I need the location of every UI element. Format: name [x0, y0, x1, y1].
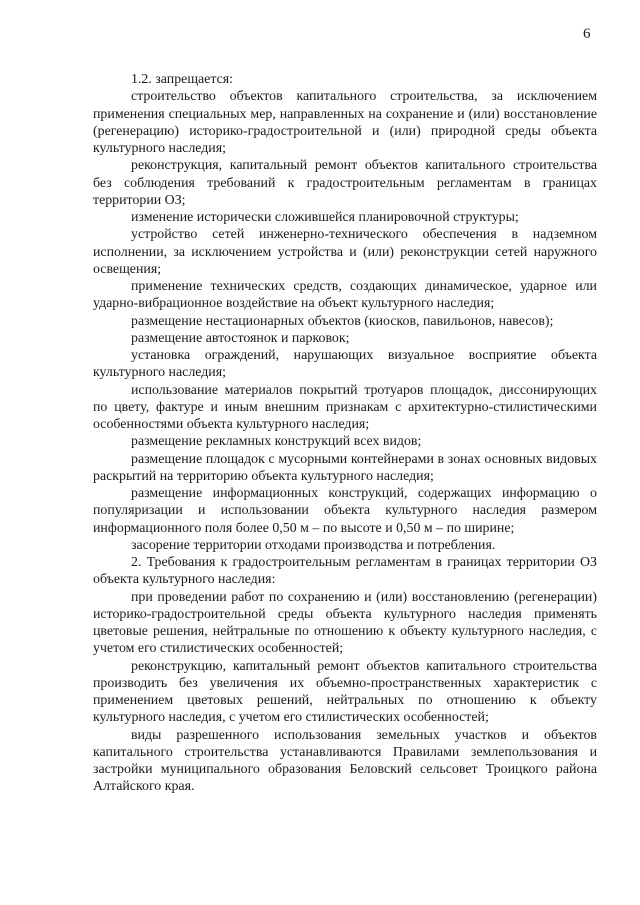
page-number: 6	[583, 26, 591, 42]
paragraph: установка ограждений, нарушающих визуальное восприятие объекта культурного наследия;	[93, 348, 597, 381]
paragraph: строительство объектов капитального строительства, за исключением применения специальных мер, направленных на сохранение и (или) восстановление (регенерацию) историко-градостроительной и (или) природной среды объекта культурного наследия;	[93, 89, 597, 156]
paragraph: размещение рекламных конструкций всех видов;	[131, 434, 422, 450]
paragraph: изменение исторически сложившейся планировочной структуры;	[131, 210, 519, 225]
paragraph: применение технических средств, создающих динамическое, ударное или ударно-вибрационное воздействие на объект культурного наследия;	[93, 279, 597, 312]
paragraph: размещение автостоянок и парковок;	[131, 330, 350, 346]
paragraph: устройство сетей инженерно-технического обеспечения в надземном исполнении, за исключением устройства и (или) реконструкции сетей наружного освещения;	[93, 227, 597, 277]
paragraph: реконструкцию, капитальный ремонт объектов капитального строительства производить без увеличения их объемно-пространственных характеристик с применением цветовых решений, нейтральных по отношению к объекту культурного наследия, с учетом его стилистических особенностей;	[93, 658, 597, 726]
section-heading: 2. Требования к градостроительным регламентам в границах территории ОЗ объекта культурного наследия:	[93, 555, 597, 588]
paragraph: размещение информационных конструкций, содержащих информацию о популяризации и использовании объекта культурного наследия размером информационного поля более 0,50 м – по высоте и 0,50 м – по ширине;	[93, 486, 597, 536]
paragraph: засорение территории отходами производства и потребления.	[131, 537, 496, 553]
paragraph: размещение площадок с мусорными контейнерами в зонах основных видовых раскрытий на территорию объекта культурного наследия;	[93, 451, 597, 484]
paragraph: реконструкция, капитальный ремонт объектов капитального строительства без соблюдения требований к градостроительным регламентам в границах территории ОЗ;	[93, 158, 597, 208]
paragraph: использование материалов покрытий тротуаров площадок, диссонирующих по цвету, фактуре и иным внешним признакам с архитектурно-стилистическими особенностями объекта культурного наследия;	[93, 382, 597, 432]
document-body	[93, 71, 597, 796]
section-heading: 1.2. запрещается:	[131, 72, 234, 87]
paragraph: при проведении работ по сохранению и (или) восстановлению (регенерации) историко-градостроительной среды объекта культурного наследия применять цветовые решения, нейтральные по отношению к объекту культурного наследия, с учетом его стилистических особенностей;	[93, 589, 597, 657]
paragraph: виды разрешенного использования земельных участков и объектов капитального строительства устанавливаются Правилами землепользования и застройки муниципального образования Беловский сельсовет Троицкого района Алтайского края.	[93, 727, 597, 795]
paragraph: размещение нестационарных объектов (киосков, павильонов, навесов);	[131, 313, 554, 329]
